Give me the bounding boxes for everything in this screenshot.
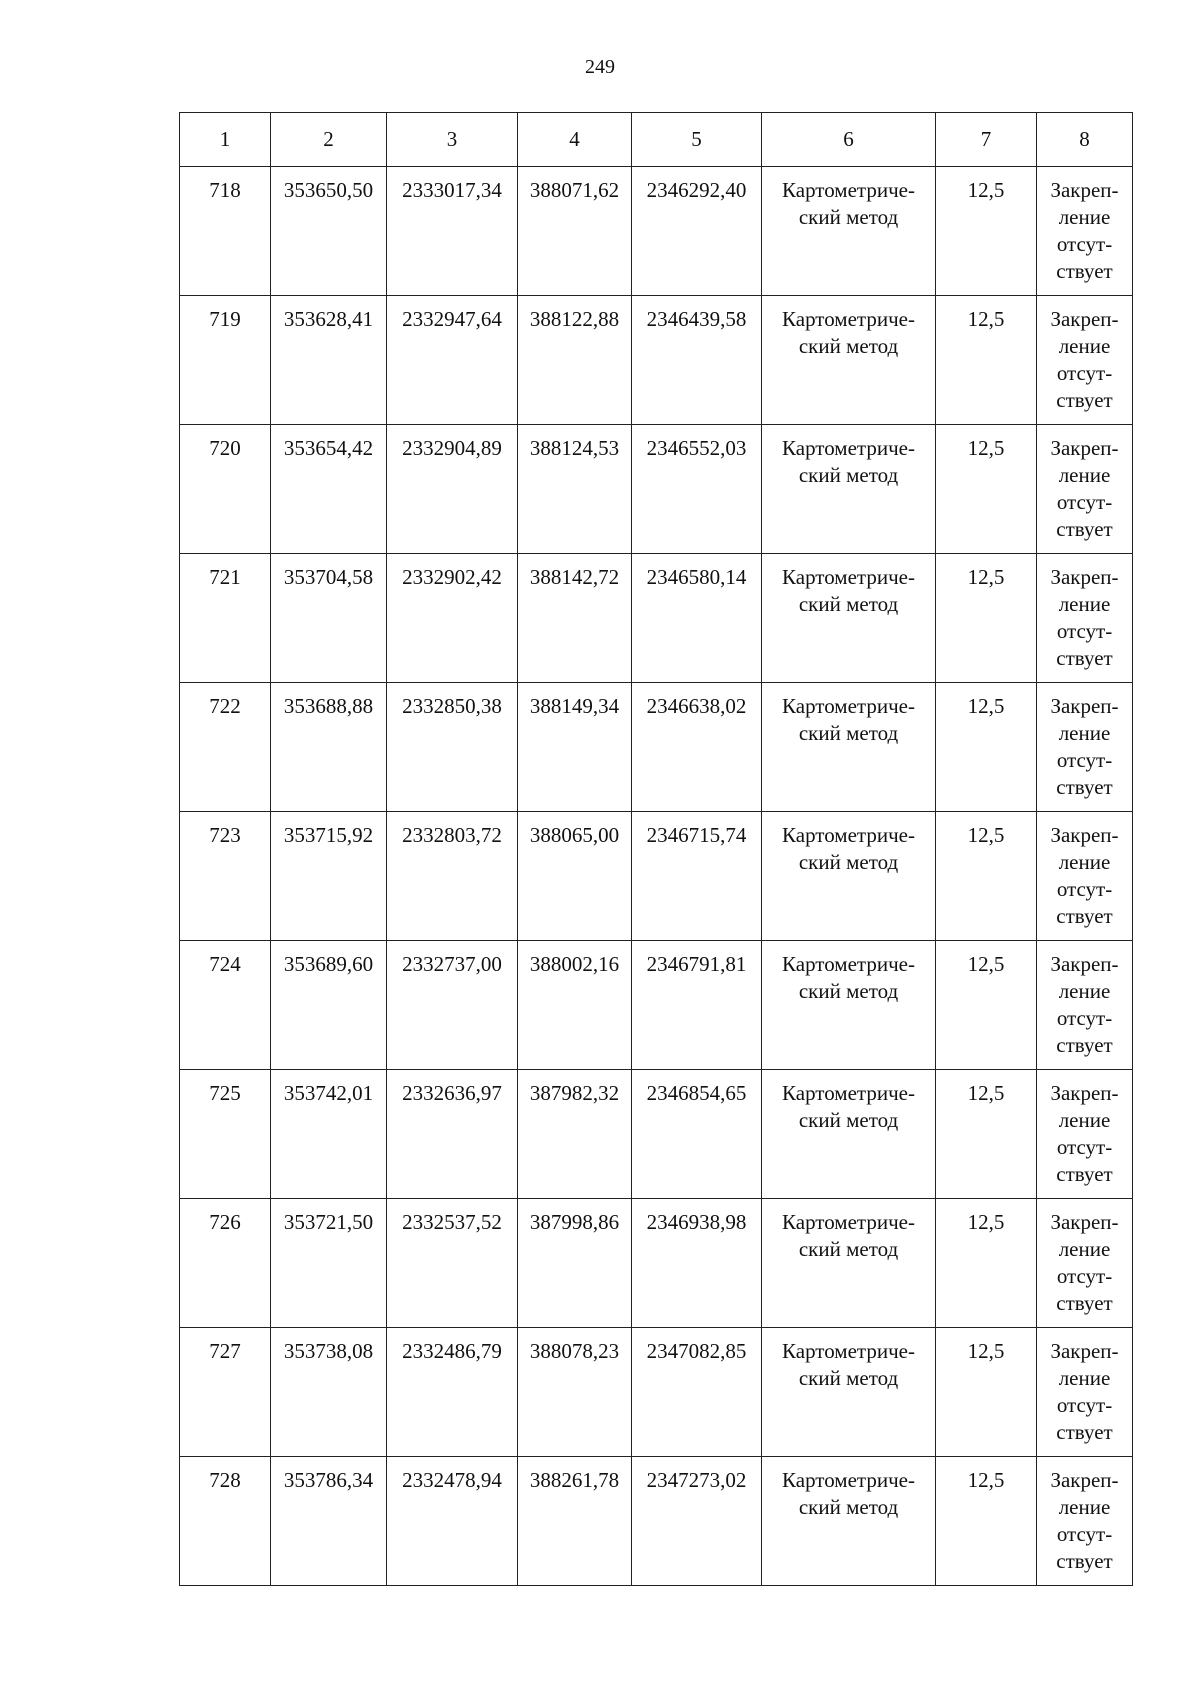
fixation-line: отсут- — [1056, 1006, 1113, 1030]
method-line: Картометриче- — [782, 178, 915, 202]
fixation-line: Закреп- — [1050, 436, 1119, 460]
fixation-cell — [1037, 812, 1133, 941]
fixation-cell — [1037, 1199, 1133, 1328]
table-row — [180, 296, 1133, 425]
fixation-line: ствует — [1056, 1549, 1113, 1573]
method-line: ский метод — [798, 721, 899, 745]
method-line: ский метод — [798, 1108, 899, 1132]
fixation-line: отсут- — [1056, 1393, 1113, 1417]
method-line: Картометриче- — [782, 694, 915, 718]
method-line: Картометриче- — [782, 1081, 915, 1105]
coord-cell-5: 2346938,98 — [632, 1199, 762, 1328]
method-line: Картометриче- — [782, 1339, 915, 1363]
point-number-cell: 720 — [180, 425, 271, 554]
coord-cell-2: 353689,60 — [271, 941, 387, 1070]
accuracy-cell: 12,5 — [936, 683, 1037, 812]
coord-cell-3: 2333017,34 — [387, 167, 518, 296]
header-cell-5: 5 — [632, 113, 762, 167]
accuracy-cell: 12,5 — [936, 296, 1037, 425]
coord-cell-4: 388002,16 — [518, 941, 632, 1070]
coord-cell-3: 2332902,42 — [387, 554, 518, 683]
coord-cell-4: 388065,00 — [518, 812, 632, 941]
method-line: Картометриче- — [782, 823, 915, 847]
coord-cell-2: 353704,58 — [271, 554, 387, 683]
method-cell — [762, 1457, 936, 1586]
point-number-cell: 718 — [180, 167, 271, 296]
fixation-line: ствует — [1056, 388, 1113, 412]
point-number-cell: 725 — [180, 1070, 271, 1199]
coord-cell-2: 353715,92 — [271, 812, 387, 941]
coord-cell-3: 2332737,00 — [387, 941, 518, 1070]
method-cell — [762, 167, 936, 296]
coord-cell-3: 2332636,97 — [387, 1070, 518, 1199]
table-row — [180, 1457, 1133, 1586]
fixation-line: отсут- — [1056, 361, 1113, 385]
fixation-line: Закреп- — [1050, 952, 1119, 976]
coord-cell-5: 2346854,65 — [632, 1070, 762, 1199]
coord-cell-5: 2347273,02 — [632, 1457, 762, 1586]
coord-cell-2: 353742,01 — [271, 1070, 387, 1199]
fixation-cell — [1037, 425, 1133, 554]
coord-cell-4: 388078,23 — [518, 1328, 632, 1457]
point-number-cell: 727 — [180, 1328, 271, 1457]
fixation-line: ствует — [1056, 646, 1113, 670]
coord-cell-5: 2346715,74 — [632, 812, 762, 941]
method-line: ский метод — [798, 592, 899, 616]
point-number-cell: 721 — [180, 554, 271, 683]
coord-cell-4: 388124,53 — [518, 425, 632, 554]
table-row — [180, 1328, 1133, 1457]
coord-cell-3: 2332537,52 — [387, 1199, 518, 1328]
fixation-line: ление — [1058, 1108, 1111, 1132]
coord-cell-2: 353650,50 — [271, 167, 387, 296]
fixation-line: ление — [1058, 850, 1111, 874]
method-cell — [762, 554, 936, 683]
method-line: ский метод — [798, 1366, 899, 1390]
fixation-cell — [1037, 1328, 1133, 1457]
coord-cell-4: 388071,62 — [518, 167, 632, 296]
fixation-line: отсут- — [1056, 232, 1113, 256]
coord-cell-5: 2346638,02 — [632, 683, 762, 812]
table-row — [180, 812, 1133, 941]
fixation-line: Закреп- — [1050, 694, 1119, 718]
method-line: ский метод — [798, 1237, 899, 1261]
method-cell — [762, 1199, 936, 1328]
fixation-line: Закреп- — [1050, 1468, 1119, 1492]
fixation-line: ление — [1058, 1237, 1111, 1261]
point-number-cell: 726 — [180, 1199, 271, 1328]
coord-cell-2: 353688,88 — [271, 683, 387, 812]
fixation-line: ление — [1058, 592, 1111, 616]
method-line: ский метод — [798, 334, 899, 358]
accuracy-cell: 12,5 — [936, 1199, 1037, 1328]
fixation-cell — [1037, 296, 1133, 425]
coord-cell-2: 353628,41 — [271, 296, 387, 425]
method-line: Картометриче- — [782, 952, 915, 976]
method-line: ский метод — [798, 463, 899, 487]
coord-cell-2: 353786,34 — [271, 1457, 387, 1586]
point-number-cell: 719 — [180, 296, 271, 425]
method-line: Картометриче- — [782, 1468, 915, 1492]
fixation-line: отсут- — [1056, 490, 1113, 514]
point-number-cell: 722 — [180, 683, 271, 812]
coord-cell-5: 2346580,14 — [632, 554, 762, 683]
fixation-line: ствует — [1056, 775, 1113, 799]
point-number-cell: 728 — [180, 1457, 271, 1586]
fixation-line: ствует — [1056, 517, 1113, 541]
table-header-row — [180, 113, 1133, 167]
fixation-line: ление — [1058, 979, 1111, 1003]
table-row — [180, 425, 1133, 554]
fixation-cell — [1037, 1457, 1133, 1586]
coord-cell-5: 2346791,81 — [632, 941, 762, 1070]
coord-cell-5: 2347082,85 — [632, 1328, 762, 1457]
fixation-line: Закреп- — [1050, 1210, 1119, 1234]
fixation-line: отсут- — [1056, 1522, 1113, 1546]
fixation-line: ствует — [1056, 904, 1113, 928]
method-cell — [762, 683, 936, 812]
point-number-cell: 724 — [180, 941, 271, 1070]
fixation-line: ствует — [1056, 1033, 1113, 1057]
fixation-line: ление — [1058, 463, 1111, 487]
fixation-line: ление — [1058, 334, 1111, 358]
table-row — [180, 554, 1133, 683]
fixation-line: Закреп- — [1050, 565, 1119, 589]
fixation-line: ление — [1058, 205, 1111, 229]
accuracy-cell: 12,5 — [936, 1328, 1037, 1457]
coord-cell-3: 2332478,94 — [387, 1457, 518, 1586]
coord-cell-3: 2332803,72 — [387, 812, 518, 941]
header-cell-4: 4 — [518, 113, 632, 167]
coord-cell-4: 388261,78 — [518, 1457, 632, 1586]
header-cell-2: 2 — [271, 113, 387, 167]
coord-cell-3: 2332850,38 — [387, 683, 518, 812]
header-cell-7: 7 — [936, 113, 1037, 167]
point-number-cell: 723 — [180, 812, 271, 941]
accuracy-cell: 12,5 — [936, 1070, 1037, 1199]
fixation-line: отсут- — [1056, 619, 1113, 643]
coord-cell-2: 353721,50 — [271, 1199, 387, 1328]
table-row — [180, 1070, 1133, 1199]
header-cell-6: 6 — [762, 113, 936, 167]
coord-cell-4: 387998,86 — [518, 1199, 632, 1328]
coord-cell-4: 388149,34 — [518, 683, 632, 812]
table-row — [180, 167, 1133, 296]
method-cell — [762, 812, 936, 941]
method-cell — [762, 1070, 936, 1199]
accuracy-cell: 12,5 — [936, 1457, 1037, 1586]
method-line: ский метод — [798, 850, 899, 874]
coord-cell-2: 353738,08 — [271, 1328, 387, 1457]
coord-cell-3: 2332486,79 — [387, 1328, 518, 1457]
fixation-line: отсут- — [1056, 748, 1113, 772]
method-cell — [762, 296, 936, 425]
coord-cell-3: 2332904,89 — [387, 425, 518, 554]
fixation-line: отсут- — [1056, 877, 1113, 901]
coord-cell-2: 353654,42 — [271, 425, 387, 554]
fixation-cell — [1037, 1070, 1133, 1199]
page-number: 249 — [585, 56, 615, 78]
fixation-line: Закреп- — [1050, 823, 1119, 847]
table-row — [180, 941, 1133, 1070]
accuracy-cell: 12,5 — [936, 425, 1037, 554]
accuracy-cell: 12,5 — [936, 941, 1037, 1070]
method-line: ский метод — [798, 979, 899, 1003]
accuracy-cell: 12,5 — [936, 167, 1037, 296]
header-cell-1: 1 — [180, 113, 271, 167]
accuracy-cell: 12,5 — [936, 554, 1037, 683]
fixation-line: Закреп- — [1050, 178, 1119, 202]
fixation-cell — [1037, 554, 1133, 683]
method-cell — [762, 941, 936, 1070]
method-line: Картометриче- — [782, 1210, 915, 1234]
coordinates-table — [179, 112, 1133, 1586]
fixation-line: Закреп- — [1050, 1081, 1119, 1105]
coord-cell-5: 2346552,03 — [632, 425, 762, 554]
method-line: Картометриче- — [782, 565, 915, 589]
accuracy-cell: 12,5 — [936, 812, 1037, 941]
method-cell — [762, 425, 936, 554]
method-line: ский метод — [798, 205, 899, 229]
coord-cell-4: 388142,72 — [518, 554, 632, 683]
fixation-line: Закреп- — [1050, 307, 1119, 331]
fixation-cell — [1037, 941, 1133, 1070]
fixation-line: Закреп- — [1050, 1339, 1119, 1363]
method-line: ский метод — [798, 1495, 899, 1519]
coord-cell-4: 387982,32 — [518, 1070, 632, 1199]
method-line: Картометриче- — [782, 307, 915, 331]
fixation-line: отсут- — [1056, 1135, 1113, 1159]
header-cell-8: 8 — [1037, 113, 1133, 167]
fixation-line: ствует — [1056, 1420, 1113, 1444]
table-row — [180, 1199, 1133, 1328]
header-cell-3: 3 — [387, 113, 518, 167]
coord-cell-4: 388122,88 — [518, 296, 632, 425]
fixation-line: отсут- — [1056, 1264, 1113, 1288]
table-body — [180, 113, 1133, 1586]
coord-cell-3: 2332947,64 — [387, 296, 518, 425]
fixation-line: ление — [1058, 721, 1111, 745]
coord-cell-5: 2346292,40 — [632, 167, 762, 296]
coord-cell-5: 2346439,58 — [632, 296, 762, 425]
method-cell — [762, 1328, 936, 1457]
fixation-cell — [1037, 167, 1133, 296]
method-line: Картометриче- — [782, 436, 915, 460]
fixation-line: ление — [1058, 1495, 1111, 1519]
fixation-line: ствует — [1056, 1162, 1113, 1186]
fixation-line: ствует — [1056, 259, 1113, 283]
fixation-cell — [1037, 683, 1133, 812]
table-row — [180, 683, 1133, 812]
fixation-line: ление — [1058, 1366, 1111, 1390]
fixation-line: ствует — [1056, 1291, 1113, 1315]
